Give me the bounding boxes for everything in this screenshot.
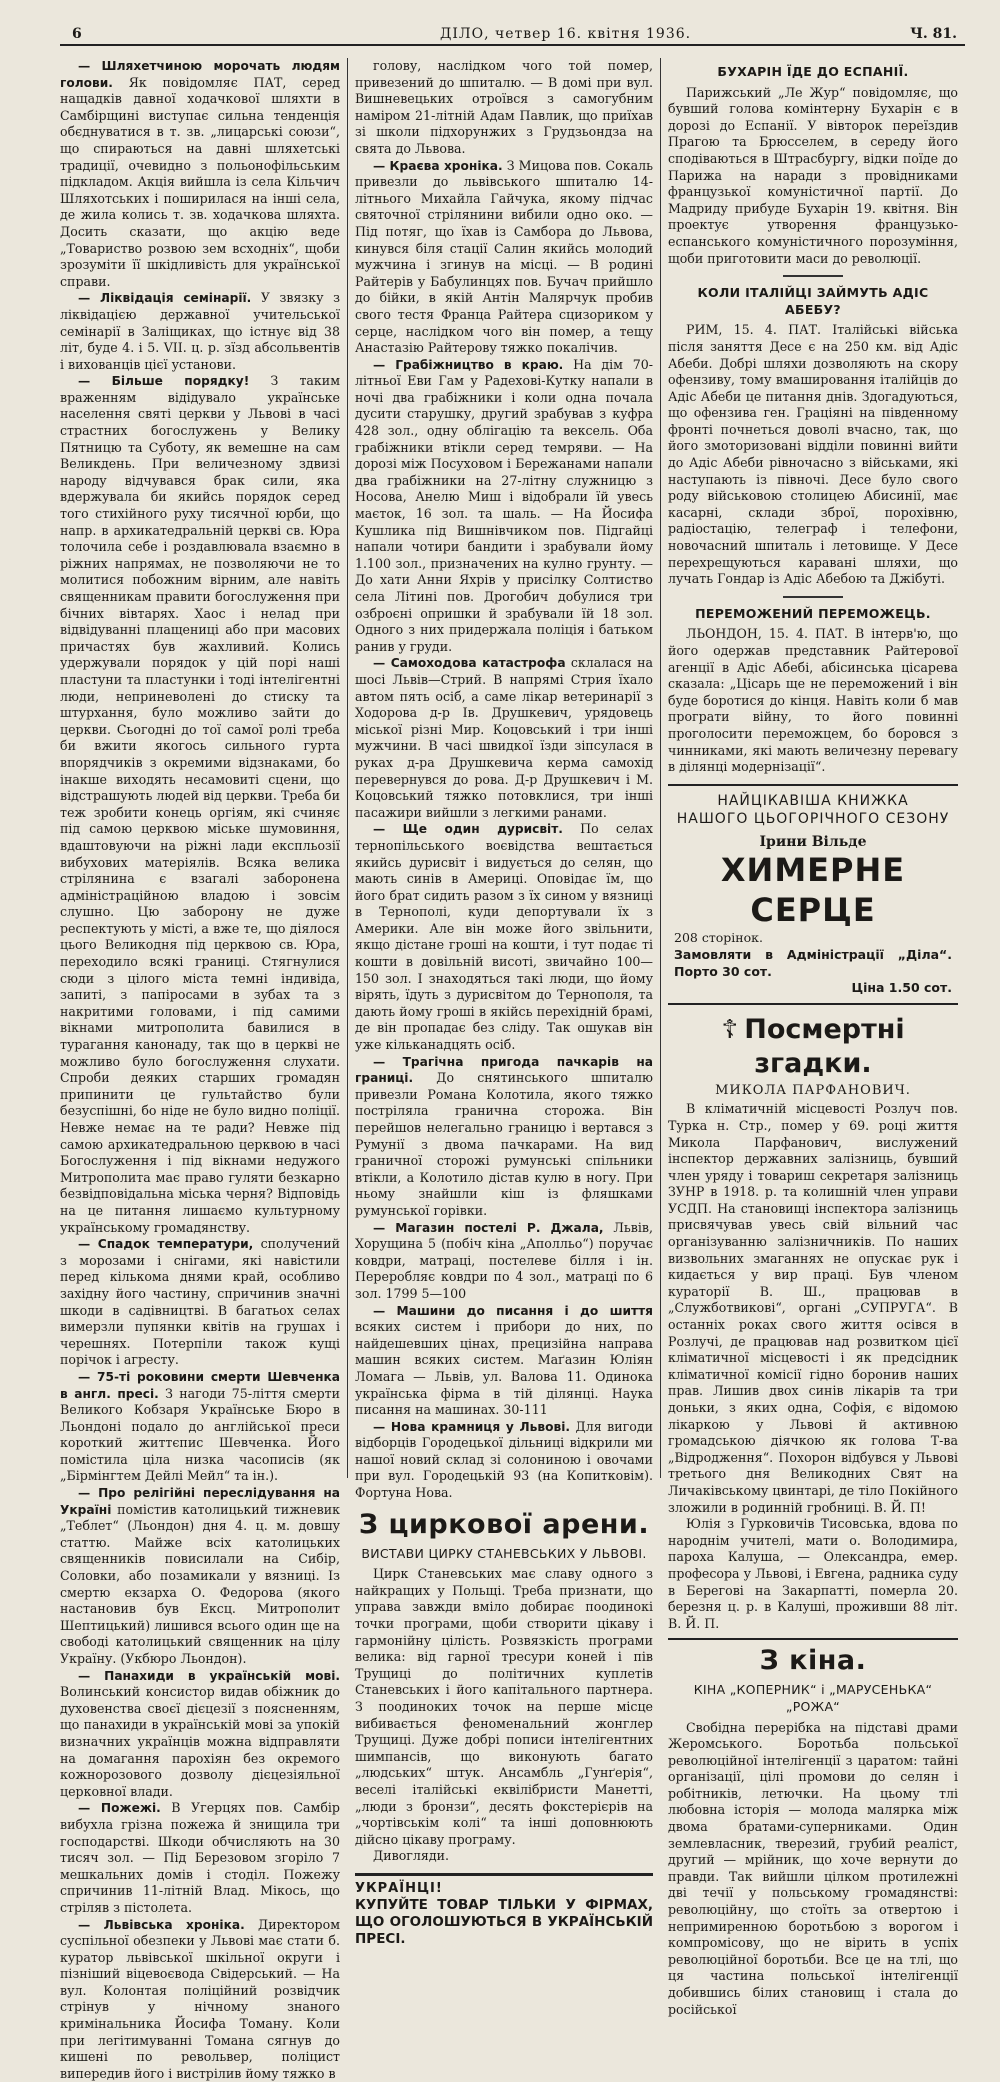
news-item-lead: — Спадок температури,: [78, 1237, 253, 1251]
news-item-lead: — Магазин постелі Р. Джала,: [373, 1221, 604, 1235]
circus-title: З циркової арени.: [355, 1508, 653, 1542]
news-item-text: З таким враженням відідувало українське населення святі церкви у Львові в часі страстних богослужень у Велику Пятницю та Суботу, як вемешне на сам Великдень. При величезному здвизі народу відчувався брак сили, яка вдержувала би якийсь порядок серед того стихійного руху тисячної юрби, що напр. в архикатедральній церкві св. Юра толочила себе і роздавлювала взаємно в ріжних напрямах, не позволяючи не то молитися побожним вірним, але навіть священникам правити богослуження при бічних вівтарях. Хаос і нелад при відвідуванні плащениці або при масових причастях був жахливий. Колись удержували порядок у цій порі наші пластуни та пластунки і тоді інтелігентні люди, неприневолені до стиску та штурхання, було можливо зайти до церкви. Сьогодні до тої самої ролі треба би вжити якогось сильного гурта впорядчиків з окремими відзнаками, бо інакше виходять несамовиті сцени, що відстрашують людей від церкви. Треба би теж зробити конець оргіям, які счиняє під самою церквою міське шумовиння, вдаштовуючи на ріжні лади експльозії вибухових матеріялів. Всяка велика стрілянина є взагалі заборонена адміністраційною владою і зовсім слушно. Цю заборону не дуже респектують у місті, а вже те, що діялося цього Великодня під церквою св. Юра, переходило всякі границі. Стягнулися сюди з цілого міста темні індивіда, запиті, з папіросами в зубах та з накритими головами, і під самими вікнами митрополита бавилися в турагання канонаду, так що в церкві не можливо було богослуження слухати. Спроби деяких старших громадян припинити це гультайство були безуспішні, бо ніде не було видно поліції. Невже немає на те ради? Невже під самою архикатедральною церквою в часі Богослуження і під вікнами недужого Митрополита має право гуляти безкарно безвідповідальна міська черня? Відповідь на це питання лишаємо культурному українському громадянству.: [60, 373, 340, 1234]
news-item-text: склалася на шосі Львів—Стрий. В напрямі Стрия їхало автом пять осіб, а саме лікар ветеринарії з Ходорова д-р Ів. Друшкевич, урядовець міської різні Мир. Коцовський і три інші мужчини. В часі швидкої їзди зіпсулася в руках д-ра Друшкевича керма самохід перевернувся до рова. Д-р Друшкевич і М. Коцовський тяжко потовклися, три інші пасажири вийшли з легкими ранами.: [355, 655, 653, 819]
obituaries-title: ☦ Посмертні згадки.: [668, 1013, 958, 1081]
book-ad-line-2: НАШОГО ЦЬОГОРІЧНОГО СЕЗОНУ: [674, 810, 952, 828]
cinema-text: Свобідна перерібка на підставі драми Жеромського. Боротьба польської революційної інтелігенції з царатом: тайні організації, цілі промови до селян і робітників, летючки. На цьому тлі любовна історія — молода малярка між двома братами-суперниками. Один землевласник, тверезий, грубий реаліст, другий — мрійник, що хоче вернути до правди. Так вийшли цілком протилежні дві течії у польському громадянстві: революційну, що стоїть за отвертою і непримиренною боротьбою з ворогом і компромісову, що не вірить в успіх революційної боротьби. Все це на тлі, що ця частина польської інтелігенції добившись білих становищ і стала до російської: [668, 1720, 958, 2019]
addis-title: КОЛИ ІТАЛІЙЦІ ЗАЙМУТЬ АДІС АБЕБУ?: [668, 285, 958, 318]
news-item: [355, 1303, 653, 1419]
news-item-lead: — Шляхетчиною морочать людям голови.: [60, 59, 340, 90]
promo-ad: [355, 1873, 653, 1948]
defeated-title: ПЕРЕМОЖЕНИЙ ПЕРЕМОЖЕЦЬ.: [668, 606, 958, 623]
cinema-title: З кіна.: [668, 1638, 958, 1678]
news-item-text: Як повідомляє ПАТ, серед нащадків давної ходачкової шляхти в Самбірщині виступає сильна тенденція обєднуватися в т. зв. „лицарські союзи“, що спираються на давні шляхетські традиції, очевидно з польонофільським підкладом. Акція вийшла із села Кільчич Шляхотських і поширилася на інші села, де жила колись т. зв. ходачкова шляхта. Досить сказати, що акцію веде „Товариство розвою зем всходніх“, щоби зрозуміти її шкідливість для української справи.: [60, 75, 340, 289]
news-item: [355, 1220, 653, 1303]
news-item-text: сполучений з морозами і снігами, які навістили перед кількома днями край, особливо західну його частину, спричинив значні шкоди в садівництві. В багатьох селах вимерзли пупянки квітів на грушах і черешнях. Потерпіли також кущі порічок і агресту.: [60, 1236, 340, 1367]
news-item-text: Директором суспільної обезпеки у Львові має стати б. куратор львівської шкільної округи і пізніший віцевоєвода Свідерський. — На вул. Колонтая поліційний розвідчик стрінув у нічному знаного кримінальника Йосифа Томану. Коли при легітимуванні Томана сягнув до кишені по револьвер, поліцист випередив його і вистрілив йому тяжко в: [60, 1917, 340, 2081]
bukharin-title: БУХАРІН ЇДЕ ДО ЕСПАНІЇ.: [668, 64, 958, 81]
separator: [783, 596, 843, 598]
page-number: 6: [72, 26, 82, 42]
news-item-lead: — 75-ті роковини смерти Шевченка в англ. пресі.: [60, 1370, 340, 1401]
promo-line-2: КУПУЙТЕ ТОВАР ТІЛЬКИ У ФІРМАХ, ЩО ОГОЛОШУЮТЬСЯ В УКРАЇНСЬКІЙ ПРЕСІ.: [355, 1897, 653, 1948]
cinema-subtitle: КІНА „КОПЕРНИК“ і „МАРУСЕНЬКА“ „РОЖА“: [668, 1682, 958, 1715]
column-2-news: [355, 58, 653, 1502]
news-item-text: У звязку з ліквідацією державної учительської семінарії в Заліщиках, що істнує від 38 літ, буде 4. і 5. VII. ц. р. зїзд абсольвентів і вихованців цієї установи.: [60, 290, 340, 371]
column-2: [355, 58, 653, 1488]
news-item-text: По селах тернопільського воєвідства вештається якийсь дурисвіт і видується до селян, що мають синів в Америці. Оповідає їм, що його брат сидить разом з їх сином у вязниці в Тернополі, куди депортували їх з Америки. Але він може його звільнити, якщо дістане гроші на кошти, і тут подає ті кошти в довільній висоті, звичайно 100—150 зол. І знаходяться такі люди, що йому вірять, їдуть з дурисвітом до Тернополя, та дають йому гроші в якійсь перехідній брамі, де він пропадає без сліду. Так ошукав він уже кільканадцять осіб.: [355, 821, 653, 1052]
news-item: [60, 373, 340, 1236]
news-item-lead: — Більше порядку!: [78, 374, 249, 388]
column-1: [60, 58, 340, 1488]
page-header: [60, 22, 965, 46]
news-item-text: На дім 70-літньої Еви Гам у Радехові-Кутку напали в ночі два грабіжники і коли одна почала дусити старушку, другий зрабував з куфра 428 зол., одну облігацію та вексель. Оба грабіжники втікли серед темряви. — На дорозі між Посуховом і Бережанами напали два грабіжники на 27-літну служницю з Носова, Анелю Миш і відобрали їй увесь маєток, 16 зол. та шаль. — На Йосифа Кушлика під Вишнівчиком пов. Підгайці напали чотири бандити і зрабували йому 1.100 зол., призначених на кулно грунту. — До хати Анни Яхрів у присілку Солтиство села Літині пов. Дрогобич добулися три озброєні опришки й зрабували їй 18 зол. Одного з них придержала поліція і батьком ранив у груди.: [355, 357, 653, 654]
news-item: [60, 290, 340, 373]
cross-icon: ☦: [721, 1015, 738, 1045]
column-3: [668, 58, 958, 1488]
news-item-text: Волинський консистор видав обіжник до духовенства своєї дієцезії з поясненням, що панахиди в українській мові за упокій визначних українців можна відправляти на домагання парохіян без окремого кожнорозового дозволу дієцезіяльної церковної влади.: [60, 1684, 340, 1799]
book-price: Ціна 1.50 сот.: [674, 980, 952, 997]
news-item-lead: — Трагічна пригода пачкарів на границі.: [355, 1055, 653, 1086]
news-item-text: Львів, Хорущина 5 (побіч кіна „Аполльо“) поручає ковдри, матраці, постелеве білля і ін. Переробляє ковдри по 4 зол., матраці по 6 зол. 1799 5—100: [355, 1220, 653, 1301]
news-item-text: З нагоди 75-ліття смерти Великого Кобзаря Українське Бюро в Льондоні подало до англійської преси короткий життєпис Шевченка. Його помістила ціла низка часописів (як „Бірмінгтем Дейлі Мейл“ та ін.).: [60, 1386, 340, 1484]
news-item-text: З Мицова пов. Сокаль привезли до львівського шпиталю 14-літнього Михайла Гайчука, якому підчас святочної стрілянини вибили одно око. — Під потяг, що їхав із Самбора до Львова, кинувся біля стації Салин якийсь молодий мужчина і згинув на місці. — В родині Райтерів у Бабулинцях пов. Бучач прийшло до бійки, в якій Антін Малярчук пробив свого тестя Франца Райтера сцизориком у серце, наслідком чого він помер, а тещу Анастазію Райтерову тяжко покалічив.: [355, 158, 653, 356]
news-item-lead: — Самоходова катастрофа: [373, 656, 566, 670]
news-item: [60, 1917, 340, 2082]
news-item: [355, 58, 653, 158]
column-rule-1: [347, 58, 348, 1478]
news-item: [60, 58, 340, 290]
book-order: Замовляти в Адміністрації „Діла“. Порто 30 сот.: [674, 947, 952, 980]
news-item-lead: — Ліквідація семінарії.: [78, 291, 251, 305]
news-item: [60, 1369, 340, 1485]
book-title: ХИМЕРНЕ СЕРЦЕ: [674, 850, 952, 930]
news-item-text: До снятинського шпиталю привезли Романа Колотила, якого тяжко постріляла гранична сторожа. Він перейшов нелегально границю і вертався з Румунії з двома пачкарами. На вид граничної сторожі румунські спільники втікли, а Колотило дістав кулю в ногу. При ньому знайшли кіш із фляшками румунської горівки.: [355, 1070, 653, 1218]
obituary-text-2: Юлія з Гурковичів Тисовська, вдова по народнім учителі, мати о. Володимира, пароха Калуша, — Олександра, емер. професора у Львові, і Евгена, радника суду в Берегові на Закарпатті, померла 20. березня ц. р. в Калуші, проживши 88 літ. В. Й. П.: [668, 1516, 958, 1632]
news-item-lead: — Ще один дурисвіт.: [373, 822, 563, 836]
news-item: [60, 1668, 340, 1801]
obituary-name: МИКОЛА ПАРФАНОВИЧ.: [668, 1083, 958, 1100]
news-item-lead: — Краєва хроніка.: [373, 159, 503, 173]
issue-number: Ч. 81.: [910, 26, 957, 42]
news-item: [355, 357, 653, 656]
defeated-text: ЛЬОНДОН, 15. 4. ПАТ. В інтерв'ю, що його одержав представник Райтерової агенції в Адіс Абебі, абісинська цісарева сказала: „Цісарь ще не переможений і він буде боротися до кінця. Навіть коли б мав програти війну, то його повинні проголосити переможцем, бо боровся з чинниками, які мають величезну перевагу в ділянці модернізації“.: [668, 626, 958, 775]
circus-closing: Дивогляди.: [355, 1848, 653, 1865]
news-item-lead: — Львівська хроніка.: [78, 1918, 245, 1932]
book-author: Ірини Вільде: [674, 834, 952, 851]
circus-text: Цирк Станевських має славу одного з найкращих у Польщі. Треба признати, що управа завжди вміло добирає поодинокі точки програми, щоби створити цікаву і гармонійну цілість. Розвязкість програми велика: від гарної тресури коней і пів Трущиці до політичних куплетів Станевських і його капітального партнера. З поодиноких точок на перше місце вибивається феноменальний жонглер Трущиці. Дуже добрі пописи інтелігентних шимпансів, що виконують багато „людських“ штук. Ансамбль „Гунґерія“, веселі італійські еквілібристи Манетті, „люди з бронзи“, десять фокстерієрів на „чортівськім колі“ та інші доповнюють дійсно цікаву програму.: [355, 1566, 653, 1848]
obituary-text-1: В кліматичній місцевості Розлуч пов. Турка н. Стр., помер у 69. році життя Микола Парфанович, вислужений інспектор державних залізниць, бувший член уряду і товариш секретаря залізниць ЗУНР в 1918. р. та колишній член управи УСДП. На становищі інспектора залізниць присвячував увесь свій вільний час організуванню залізничників. По наших визвольних змаганнях не опускає рук і кидається у вир праці. Був членом кураторії В. Ш., працював в „Служботвикові“, органі „СУПРУГА“. В останніх роках свого життя осівся в Розлучі, де працював над розвитком цієї кліматичної місцевості і як предсідник кліматичної комісії гідно боронив наших прав. Лишив двох синів лікарів та три доньки, з яких одна, Софія, є відомою лікаркою у Львові й активною громадською діячкою як голова Т-ва „Відродження“. Похорон відбувся у Львові третього дня Великодних Свят на Личаківському цвинтарі, де тіло Покійного зложили в родинній гробниці. В. Й. П!: [668, 1101, 958, 1516]
circus-subtitle: ВИСТАВИ ЦИРКУ СТАНЕВСЬКИХ У ЛЬВОВІ.: [355, 1546, 653, 1563]
news-item: [355, 1054, 653, 1220]
book-advert: [668, 784, 958, 1005]
addis-text: РИМ, 15. 4. ПАТ. Італійські війська після заняття Десе є на 250 км. від Адіс Абеби. Добрі шляхи дозволяють на скору офензиву, тому вмашировання італійців до Адіс Абеби це питання днів. Здогадуються, що офензива ген. Граціяні на південному фронті почнеться доволі вчасно, так, що його змоторизовані відділи повинні вийти до Адіс Абеби рівночасно з військами, які наступають із півночі. Десе було свого роду військовою столицею Абисинії, має касарні, склади зброї, порохівню, радіостацію, телеграф і телефони, новочасний шпиталь і летовище. У Десе перехрещуються каравані шляхи, що лучать Гондар із Адіс Абебою та Джібуті.: [668, 322, 958, 588]
news-item-text: Для вигоди відборців Городецької дільниці відкрили ми нашої новий склад зі солониною і овочами при вул. Городецькій 93 (на Копитковім). Фортуна Нова.: [355, 1419, 653, 1500]
news-item: [60, 1485, 340, 1668]
circus-section: [355, 1508, 653, 1865]
separator: [783, 275, 843, 277]
news-item-lead: — Нова крамниця у Львові.: [373, 1420, 570, 1434]
column-rule-2: [660, 58, 661, 1478]
promo-line-1: УКРАЇНЦІ!: [355, 1880, 653, 1897]
book-ad-line-1: НАЙЦІКАВІША КНИЖКА: [674, 792, 952, 810]
news-item: [355, 1419, 653, 1502]
news-item-lead: — Грабіжництво в краю.: [373, 358, 563, 372]
news-item-lead: — Пожежі.: [78, 1801, 161, 1815]
news-item-lead: — Про релігійні переслідування на Україні: [60, 1486, 340, 1517]
news-item-text: помістив католицький тижневик „Теблет“ (Льондон) дня 4. ц. м. довшу статтю. Майже всіх католицьких священників повисилали на Сибір, Соловки, або позамикали у вязниці. Із смертю екзарха О. Федорова (якого настановив був Ексц. Митрополит Шептицький) лишився всього один ще на свободі католицький священник на цілу Україну. (Укбюро Льондон).: [60, 1502, 340, 1666]
news-item: [60, 1800, 340, 1916]
news-item-text: голову, наслідком чого той помер, привезений до шпиталю. — В домі при вул. Вишневецьких отроївся з самогубним наміром 21-літній Адам Павлик, що приїхав зі школи підхорунжих з Грудзьондза на свята до Львова.: [355, 58, 653, 156]
bukharin-text: Парижський „Ле Жур“ повідомляє, що бувший голова комінтерну Бухарін є в дорозі до Еспанії. У вівторок переїздив Прагою та Брюсселем, в середу його сподіваються в Штрасбургу, відки поїде до Парижа на наради з провідниками французької комуністичної партії. До Мадриду прибуде Бухарін 19. квітня. Він проектує утворення французько-еспанського комуністичного порозуміння, щоби приготовити маси до революції.: [668, 85, 958, 268]
news-item: [355, 158, 653, 357]
news-item: [355, 655, 653, 821]
masthead-date: ДІЛО, четвер 16. квітня 1936.: [440, 26, 691, 42]
news-item: [355, 821, 653, 1053]
news-item-text: всяких систем і прибори до них, по найдешевших цінах, прецизійна направа машин всяких систем. Маґазин Юліян Ломага — Львів, ул. Валова 11. Одинока українська фірма в тій ділянці. Наука писання на машинах. 30-111: [355, 1319, 653, 1417]
news-item-text: В Угерцях пов. Самбір вибухла грізна пожежа й знищила три господарстві. Шкоди обчисляють на 30 тисяч зол. — Під Березовом згоріло 7 мешкальних домів і стоділ. Пожежу спричинив 11-літній Влад. Мікось, що стріляв з пістолета.: [60, 1800, 340, 1915]
news-item-lead: — Панахиди в українській мові.: [78, 1669, 340, 1683]
book-pages: 208 сторінок.: [674, 930, 952, 947]
news-item: [60, 1236, 340, 1369]
news-item-lead: — Машини до писання і до шиття: [373, 1304, 653, 1318]
